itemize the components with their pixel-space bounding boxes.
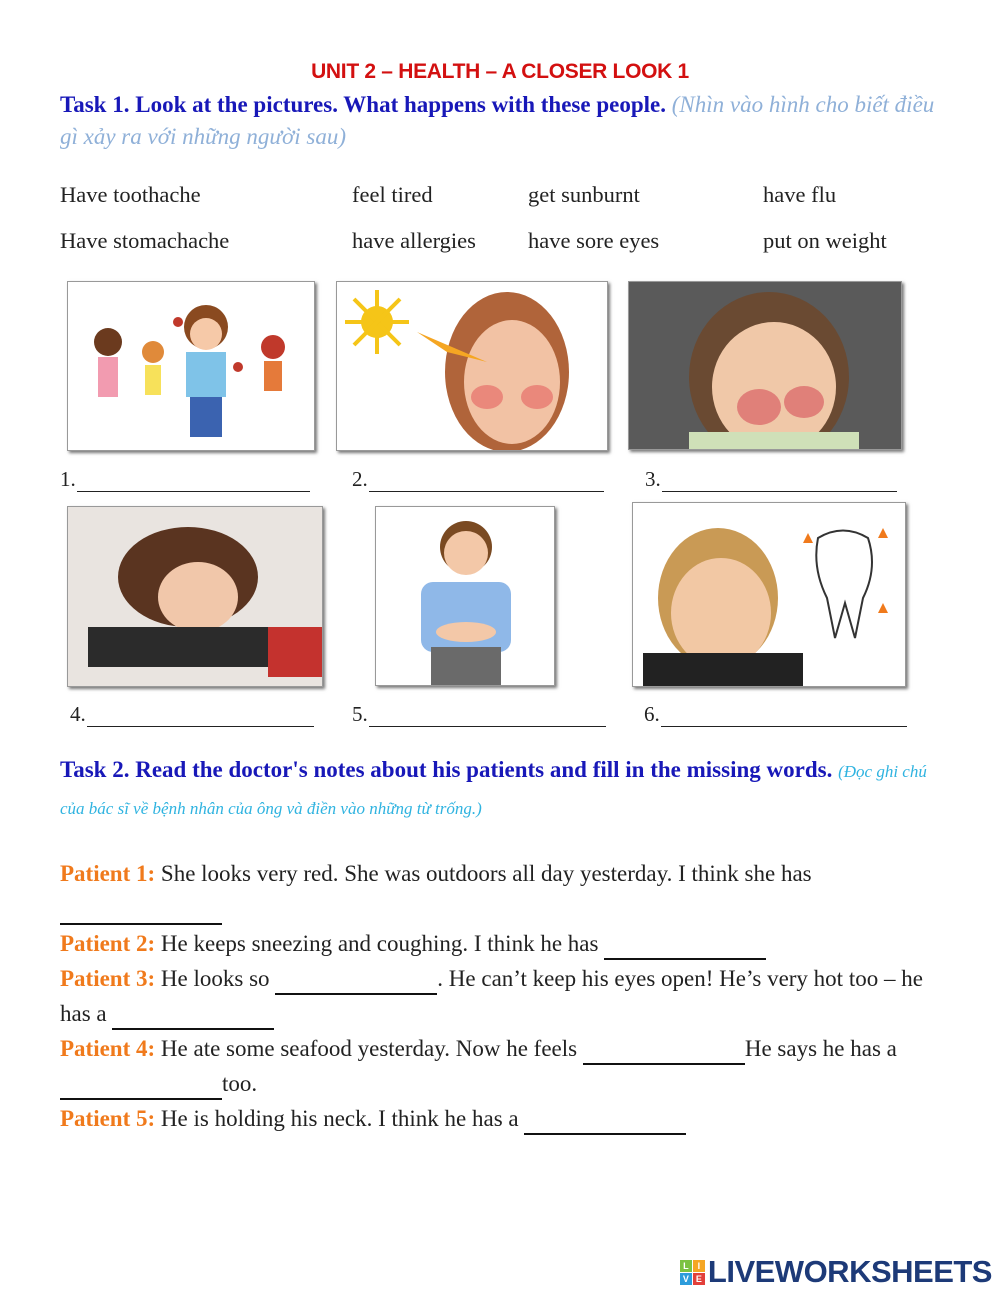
logo-tile: V (680, 1273, 692, 1285)
logo-tile: I (693, 1260, 705, 1272)
answer-number: 1. (60, 467, 76, 491)
patient-text: too. (222, 1071, 258, 1096)
answer-number: 2. (352, 467, 368, 491)
answer-number: 6. (644, 702, 660, 726)
logo-tile: E (693, 1273, 705, 1285)
answer-2 (352, 467, 604, 492)
patient-label: Patient 4: (60, 1036, 156, 1061)
task2-instructions (60, 752, 930, 826)
patient-4-blank-2[interactable] (60, 1076, 222, 1100)
patient-5 (60, 1101, 940, 1136)
patient-text: He says he has a (744, 1036, 897, 1061)
patient-label: Patient 1: (60, 861, 156, 886)
answer-1 (60, 467, 310, 492)
answer-5-input[interactable] (369, 704, 606, 727)
patient-4 (60, 1031, 940, 1101)
patient-5-blank[interactable] (524, 1111, 686, 1135)
patient-text: She looks very red. She was outdoors all day yesterday. I think she has (160, 861, 812, 886)
word-bank-item: Have stomachache (60, 228, 230, 253)
word-bank-item: put on weight (763, 228, 887, 253)
liveworksheets-logo (680, 1254, 992, 1290)
patient-3-blank-1[interactable] (275, 971, 437, 995)
answer-1-input[interactable] (77, 469, 310, 492)
patient-text: . He can’t keep his eyes open! He’s very hot too – he has a (60, 966, 923, 1026)
patient-text: He keeps sneezing and coughing. I think he has (160, 931, 605, 956)
patient-text: He is holding his neck. I think he has a (160, 1106, 525, 1131)
patient-text: He ate some seafood yesterday. Now he feels (160, 1036, 583, 1061)
patient-notes (60, 856, 940, 1136)
word-bank-item: Have toothache (60, 182, 201, 207)
answer-2-input[interactable] (369, 469, 604, 492)
word-bank-item: get sunburnt (528, 182, 640, 207)
patient-3-blank-2[interactable] (112, 1006, 274, 1030)
answer-3 (645, 467, 897, 492)
task1-note: (Nhìn vào hình cho biết điều gì xảy ra với những người sau) (60, 92, 935, 149)
logo-text: LIVEWORKSHEETS (707, 1254, 992, 1289)
task1-instructions (60, 89, 950, 153)
answer-number: 3. (645, 467, 661, 491)
patient-2-blank[interactable] (604, 936, 766, 960)
answer-4-input[interactable] (87, 704, 314, 727)
patient-3 (60, 961, 940, 1031)
answer-number: 4. (70, 702, 86, 726)
logo-tile: L (680, 1260, 692, 1272)
word-bank-item: feel tired (352, 182, 433, 207)
logo-tiles (680, 1260, 705, 1285)
word-bank-item: have allergies (352, 228, 476, 253)
patient-1 (60, 856, 940, 926)
patient-2 (60, 926, 940, 961)
answer-6-input[interactable] (661, 704, 907, 727)
picture-sunburn (336, 281, 608, 451)
patient-text: He looks so (160, 966, 276, 991)
patient-1-blank[interactable] (60, 901, 222, 925)
answer-5 (352, 702, 606, 727)
word-bank-item: have sore eyes (528, 228, 660, 253)
answer-number: 5. (352, 702, 368, 726)
worksheet-title: UNIT 2 – HEALTH – A CLOSER LOOK 1 (311, 60, 689, 83)
patient-label: Patient 5: (60, 1106, 156, 1131)
word-bank-item: have flu (763, 182, 837, 207)
task2-heading: Task 2. Read the doctor's notes about his patients and fill in the missing words. (60, 757, 833, 782)
picture-toothache (632, 502, 906, 687)
answer-3-input[interactable] (662, 469, 897, 492)
answer-6 (644, 702, 907, 727)
picture-tired (67, 506, 323, 687)
patient-4-blank-1[interactable] (583, 1041, 745, 1065)
picture-stomachache (375, 506, 555, 686)
task1-heading: Task 1. Look at the pictures. What happens with these people. (60, 92, 666, 117)
patient-label: Patient 3: (60, 966, 156, 991)
picture-allergies (628, 281, 902, 450)
task2-note: (Đọc ghi chú của bác sĩ về bệnh nhân của ông và điền vào những từ trống.) (60, 762, 927, 818)
picture-flu (67, 281, 315, 451)
answer-4 (70, 702, 314, 727)
patient-label: Patient 2: (60, 931, 156, 956)
